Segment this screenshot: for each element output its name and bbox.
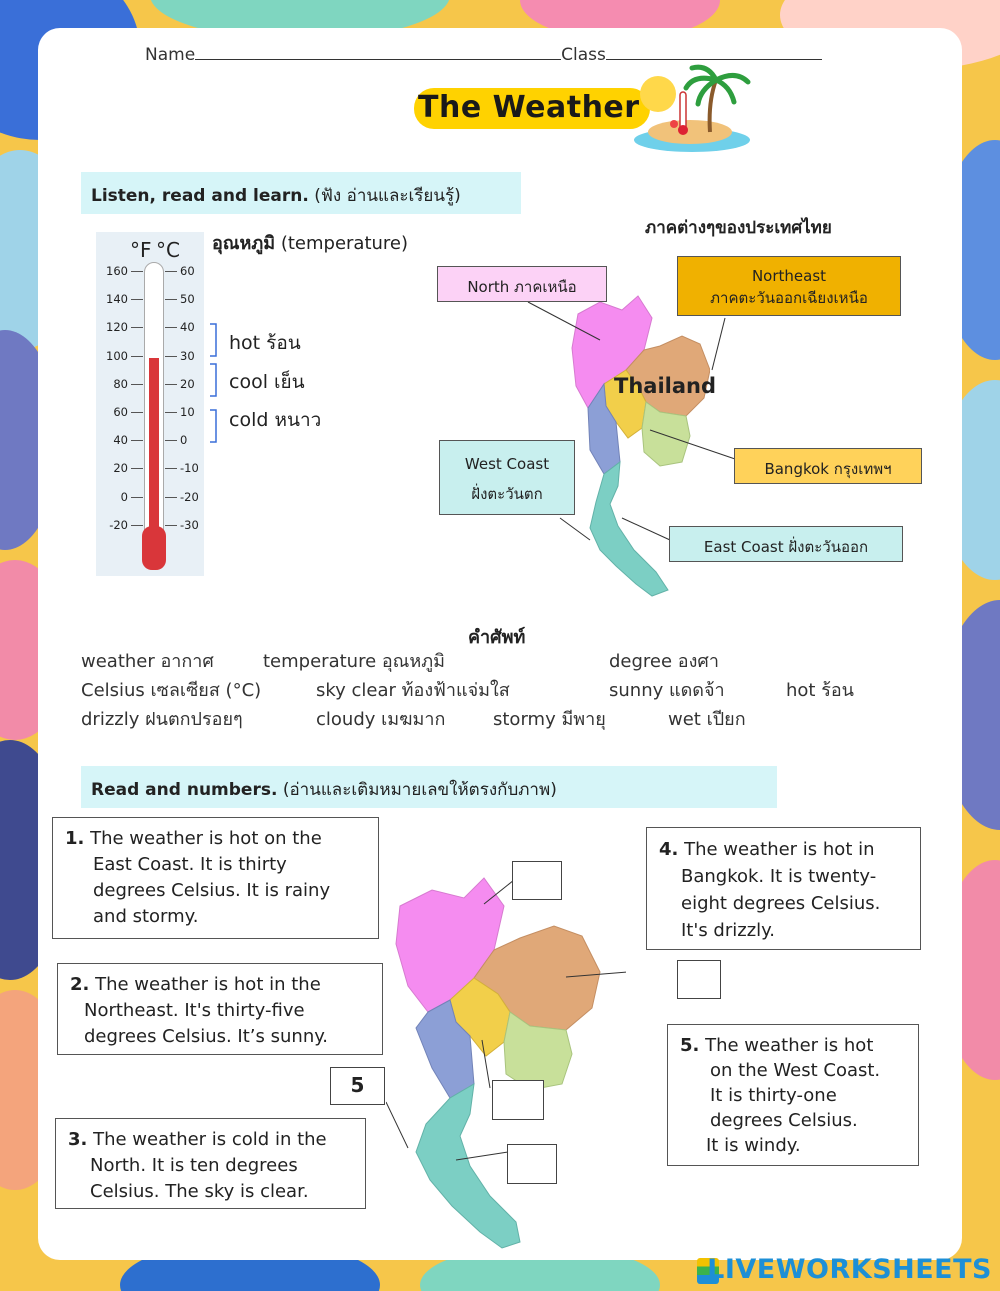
celsius-tick-label: 50 (180, 292, 195, 307)
celsius-tick-label: 60 (180, 264, 195, 278)
fahrenheit-tick-label: 100 (106, 348, 128, 363)
label-north: North ภาคเหนือ (437, 266, 607, 302)
temperature-title-en: (temperature) (280, 233, 409, 254)
section-listen-heading (81, 172, 521, 214)
question-line: eight degrees Celsius. (681, 893, 881, 914)
liveworksheets-logo: LIVEWORKSHEETS (707, 1254, 992, 1285)
vocab-cloudy: cloudy เมฆมาก (316, 709, 446, 730)
question-line: The weather is cold in the (93, 1129, 327, 1150)
question-line: on the West Coast. (710, 1060, 881, 1081)
range-brackets (208, 322, 222, 444)
question-line: It is thirty-one (710, 1085, 837, 1106)
label-bangkok: Bangkok กรุงเทพฯ (734, 448, 922, 484)
thermometer-mercury (149, 358, 159, 538)
fahrenheit-tick-label: 80 (113, 376, 128, 391)
celsius-tick-label: 40 (180, 320, 195, 335)
question-2 (57, 963, 383, 1055)
tick-mark (131, 356, 143, 357)
question-3 (55, 1118, 366, 1209)
label-northeast (677, 256, 901, 316)
question-line: Celsius. The sky is clear. (90, 1181, 309, 1202)
celsius-tick-label: -10 (180, 461, 199, 476)
tick-mark (165, 327, 177, 328)
name-label: Name (145, 45, 196, 65)
question-number: 4. (659, 839, 679, 860)
answer-box-west-coast[interactable]: 5 (330, 1067, 385, 1105)
fahrenheit-tick-label: 20 (113, 461, 128, 476)
tick-mark (165, 525, 177, 526)
country-label: Thailand (614, 374, 716, 398)
celsius-tick-label: 0 (180, 433, 188, 448)
fahrenheit-tick-label: 120 (106, 320, 128, 335)
celsius-tick-label: 10 (180, 405, 195, 419)
tick-mark (165, 356, 177, 357)
question-line: East Coast. It is thirty (93, 854, 287, 875)
label-west-en: West Coast (464, 455, 550, 473)
island-icon (630, 62, 755, 157)
vocab-drizzly: drizzly ฝนตกปรอยๆ (81, 709, 243, 730)
question-1 (52, 817, 379, 939)
range-cold: cold หนาว (229, 409, 322, 431)
celsius-tick-label: -20 (180, 489, 199, 504)
vocab-degree: degree องศา (609, 651, 719, 672)
fahrenheit-tick-label: 40 (113, 433, 128, 448)
tick-mark (131, 271, 143, 272)
vocab-hot: hot ร้อน (786, 680, 854, 701)
region-map-title: ภาคต่างๆของประเทศไทย (645, 218, 832, 238)
label-west-th: ฝั่งตะวันตก (471, 485, 543, 503)
label-east-coast: East Coast ฝั่งตะวันออก (669, 526, 903, 562)
range-hot: hot ร้อน (229, 332, 301, 354)
class-label: Class (561, 45, 606, 65)
name-field[interactable] (195, 44, 561, 60)
question-line: The weather is hot on the (90, 828, 322, 849)
question-number: 1. (65, 828, 85, 849)
question-line: degrees Celsius. It’s sunny. (84, 1026, 329, 1047)
vocab-sky-clear: sky clear ท้องฟ้าแจ่มใส (316, 680, 510, 701)
temperature-title-thai: อุณหภูมิ (212, 233, 276, 254)
vocabulary-title: คำศัพท์ (468, 627, 526, 648)
tick-mark (131, 440, 143, 441)
section2-heading-bold: Read and numbers. (91, 780, 278, 800)
vocab-weather: weather อากาศ (81, 651, 214, 672)
fahrenheit-tick-label: -20 (109, 517, 128, 532)
question-number: 5. (680, 1035, 700, 1056)
fahrenheit-unit: °F (130, 238, 152, 262)
tick-mark (131, 299, 143, 300)
tick-mark (165, 299, 177, 300)
celsius-tick-label: 30 (180, 348, 195, 363)
question-line: It's drizzly. (681, 920, 775, 941)
answer-box-north[interactable] (512, 861, 562, 900)
celsius-tick-label: -30 (180, 517, 199, 532)
tick-mark (131, 497, 143, 498)
tick-mark (165, 468, 177, 469)
question-line: The weather is hot in (684, 839, 875, 860)
tick-mark (165, 412, 177, 413)
class-field[interactable] (606, 44, 822, 60)
tick-mark (131, 412, 143, 413)
celsius-tick-label: 20 (180, 376, 195, 391)
answer-box-bangkok[interactable] (492, 1080, 544, 1120)
question-line: North. It is ten degrees (90, 1155, 298, 1176)
fahrenheit-tick-label: 0 (120, 489, 128, 504)
question-number: 2. (70, 974, 90, 995)
tick-mark (131, 327, 143, 328)
section-heading-bold: Listen, read and learn. (91, 186, 309, 206)
question-line: and stormy. (93, 906, 199, 927)
vocab-temperature: temperature อุณหภูมิ (263, 651, 445, 672)
thailand-map-exercise (386, 862, 626, 1254)
vocab-celsius: Celsius เซลเซียส (°C) (81, 680, 262, 701)
question-5 (667, 1024, 919, 1166)
tick-mark (131, 384, 143, 385)
question-line: degrees Celsius. (710, 1110, 858, 1131)
fahrenheit-tick-label: 140 (106, 292, 128, 307)
label-northeast-en: Northeast (751, 267, 827, 285)
tick-mark (131, 468, 143, 469)
celsius-unit: °C (156, 238, 180, 262)
label-northeast-th: ภาคตะวันออกเฉียงเหนือ (710, 289, 868, 307)
tick-mark (165, 271, 177, 272)
answer-box-east-coast[interactable] (507, 1144, 557, 1184)
question-line: degrees Celsius. It is rainy (93, 880, 331, 901)
fahrenheit-tick-label: 60 (113, 405, 128, 419)
range-cool: cool เย็น (229, 371, 305, 393)
question-line: The weather is hot (705, 1035, 874, 1056)
temperature-title (212, 228, 408, 257)
vocab-stormy: stormy มีพายุ (493, 709, 606, 730)
question-line: It is windy. (706, 1135, 801, 1156)
vocab-wet: wet เปียก (668, 709, 746, 730)
fahrenheit-tick-label: 160 (106, 264, 128, 278)
section-read-heading (81, 766, 777, 808)
tick-mark (131, 525, 143, 526)
vocab-sunny: sunny แดดจ้า (609, 680, 725, 701)
label-west-coast (439, 440, 575, 515)
answer-box-northeast[interactable] (677, 960, 721, 999)
tick-mark (165, 440, 177, 441)
page-title: The Weather (414, 88, 650, 129)
question-4 (646, 827, 921, 950)
thermometer-bulb (142, 526, 166, 570)
question-line: Northeast. It's thirty-five (84, 1000, 305, 1021)
question-line: The weather is hot in the (95, 974, 321, 995)
section2-heading-thai: (อ่านและเติมหมายเลขให้ตรงกับภาพ) (282, 780, 557, 800)
tick-mark (165, 497, 177, 498)
tick-mark (165, 384, 177, 385)
question-line: Bangkok. It is twenty- (681, 866, 877, 887)
question-number: 3. (68, 1129, 88, 1150)
section-heading-thai: (ฟัง อ่านและเรียนรู้) (314, 186, 461, 206)
